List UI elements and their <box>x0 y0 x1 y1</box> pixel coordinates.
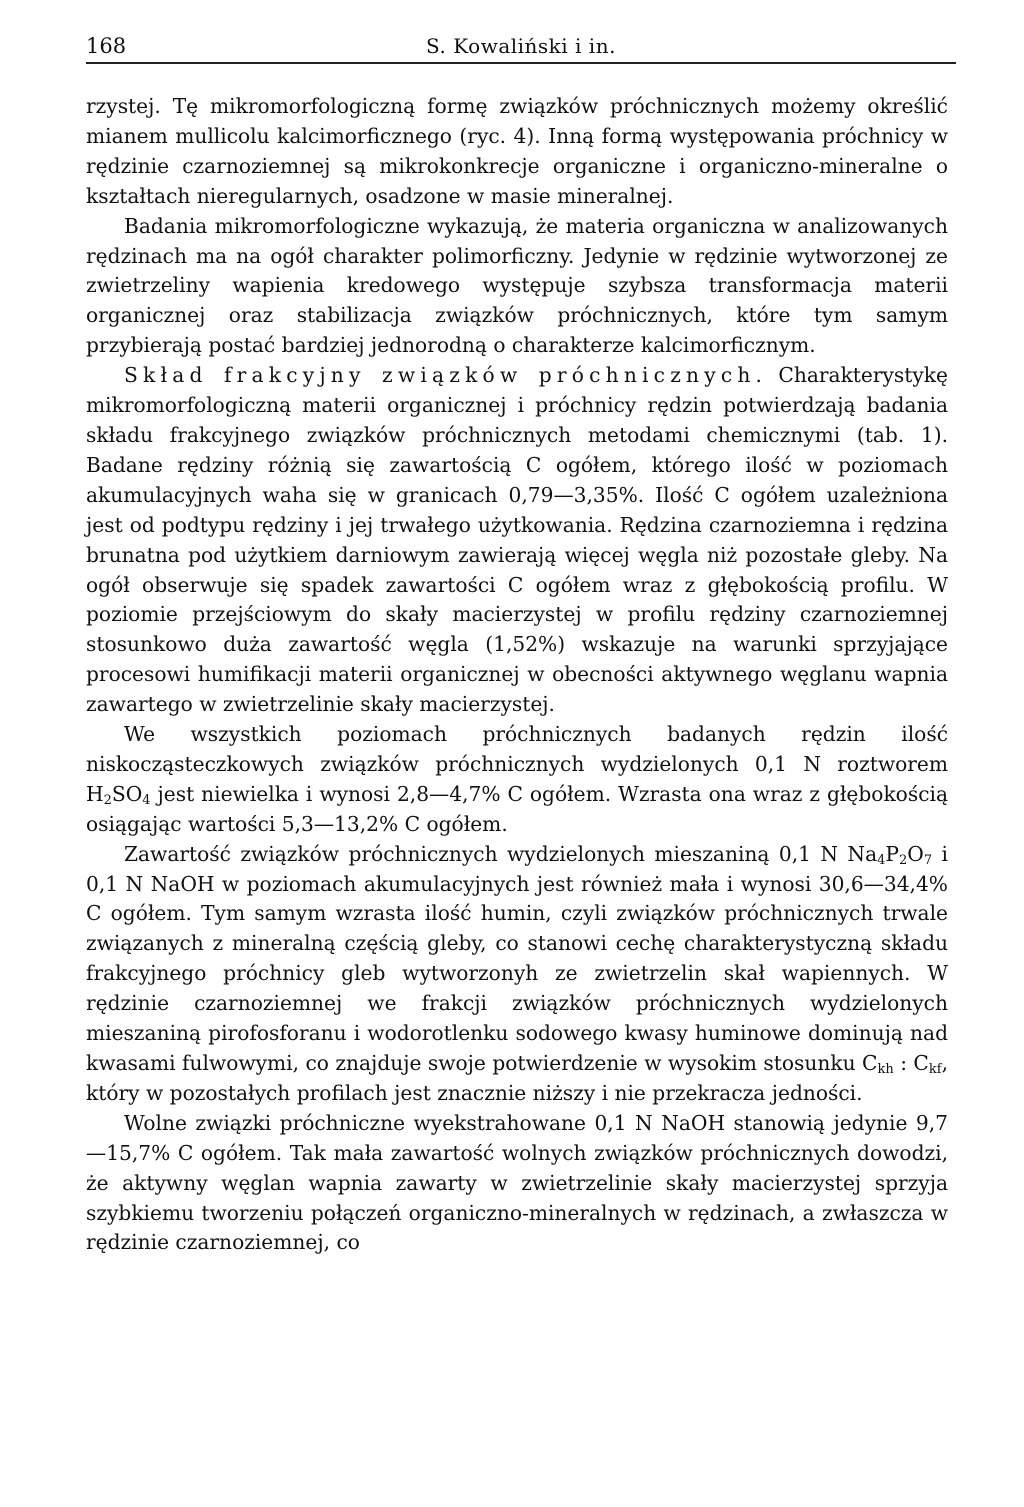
p4-subscript-2: 4 <box>142 792 151 808</box>
body-text <box>86 92 948 1258</box>
p5-subscript-1: 4 <box>877 852 886 868</box>
paragraph-4 <box>86 720 948 840</box>
p5-text-d: i 0,1 N NaOH w poziomach akumulacyjnych jest również mała i wynosi 30,6—34,4% C ogółem. Tym samym wzrasta ilość humin, czyli związków próchnicznych trwale związanych z mineralną częścią gleby, co stanowi cechę charakterystyczną składu frakcyjnego próchnicy gleb wytworzonyh ze zwietrzelin skał wapiennych. W rędzinie czarnoziemnej we frakcji związków próchnicznych wydzielonych mieszaniną pirofosforanu i wodorotlenku sodowego kwasy huminowe dominują nad kwasami fulwowymi, co znajduje swoje potwierdzenie w wysokim stosunku C <box>86 841 948 1075</box>
p5-subscript-5: kf <box>928 1062 942 1077</box>
p5-text-c: O <box>907 841 924 866</box>
paragraph-5 <box>86 840 948 1109</box>
p5-text-f: , który w pozostałych profilach jest znacznie niższy i nie przekracza jedności. <box>86 1051 948 1105</box>
page-number: 168 <box>86 34 127 58</box>
page-header <box>86 32 956 64</box>
running-head: S. Kowaliński i in. <box>426 34 616 58</box>
p5-text-e: : C <box>893 1051 929 1075</box>
p4-text-b: SO <box>111 781 143 806</box>
p4-text-c: jest niewielka i wynosi 2,8—4,7% C ogółem. Wzrasta ona wraz z głębokością osiągając wartości 5,3—13,2% C ogółem. <box>86 781 948 836</box>
paragraph-2: Badania mikromorfologiczne wykazują, że materia organiczna w analizowanych rędzinach ma na ogół charakter polimorficzny. Jedynie w rędzinie wytworzonej ze zwietrzeliny wapienia kredowego występuje szybsza transformacja materii organicznej oraz stabilizacja związków próchnicznych, które tym samym przybierają postać bardziej jednorodną o charakterze kalcimorficznym. <box>86 213 948 358</box>
p4-text-a: We wszystkich poziomach próchnicznych badanych rędzin ilość niskocząsteczkowych związków próchnicznych wydzielonych 0,1 N roztworem H <box>86 722 948 806</box>
p5-text-b: P <box>885 841 900 866</box>
p5-subscript-2: 2 <box>899 852 908 868</box>
paragraph-3 <box>86 361 948 720</box>
p5-subscript-4: kh <box>877 1062 894 1077</box>
p5-subscript-3: 7 <box>923 852 933 868</box>
paragraph-1: rzystej. Tę mikromorfologiczną formę związków próchnicznych możemy określić mianem mullicolu kalcimorficznego (ryc. 4). Inną formą występowania próchnicy w rędzinie czarnoziemnej są mikrokonkrecje organiczne i organiczno-mineralne o kształtach nieregularnych, osadzone w masie mineralnej. <box>86 94 948 208</box>
section-heading: Skład frakcyjny związków próchnicznych. <box>124 363 768 388</box>
paragraph-6: Wolne związki próchniczne wyekstrahowane 0,1 N NaOH stanowią jedynie 9,7—15,7% C ogółem. Tak mała zawartość wolnych związków próchnicznych dowodzi, że aktywny węglan wapnia zawarty w zwietrzelinie skały macierzystej sprzyja szybkiemu tworzeniu połączeń organiczno-mineralnych w rędzinach, a zwłaszcza w rędzinie czarnoziemnej, co <box>86 1110 948 1255</box>
paragraph-3-text: Charakterystykę mikromorfologiczną materii organicznej i próchnicy rędzin potwierdzają badania składu frakcyjnego związków próchnicznych metodami chemicznymi (tab. 1). Badane rędziny różnią się zawartością C ogółem, którego ilość w poziomach akumulacyjnych waha się w granicach 0,79—3,35%. Ilość C ogółem uzależniona jest od podtypu rędziny i jej trwałego użytkowania. Rędzina czarnoziemna i rędzina brunatna pod użytkiem darniowym zawierają więcej węgla niż pozostałe gleby. Na ogół obserwuje się spadek zawartości C ogółem wraz z głębokością profilu. W poziomie przejściowym do skały macierzystej w profilu rędziny czarnoziemnej stosunkowo duża zawartość węgla (1,52%) wskazuje na warunki sprzyjające procesowi humifikacji materii organicznej w obecności aktywnego węglanu wapnia zawartego w zwietrzelinie skały macierzystej. <box>86 363 948 717</box>
p5-text-a: Zawartość związków próchnicznych wydzielonych mieszaniną 0,1 N Na <box>124 841 878 866</box>
p4-subscript-1: 2 <box>103 792 112 808</box>
